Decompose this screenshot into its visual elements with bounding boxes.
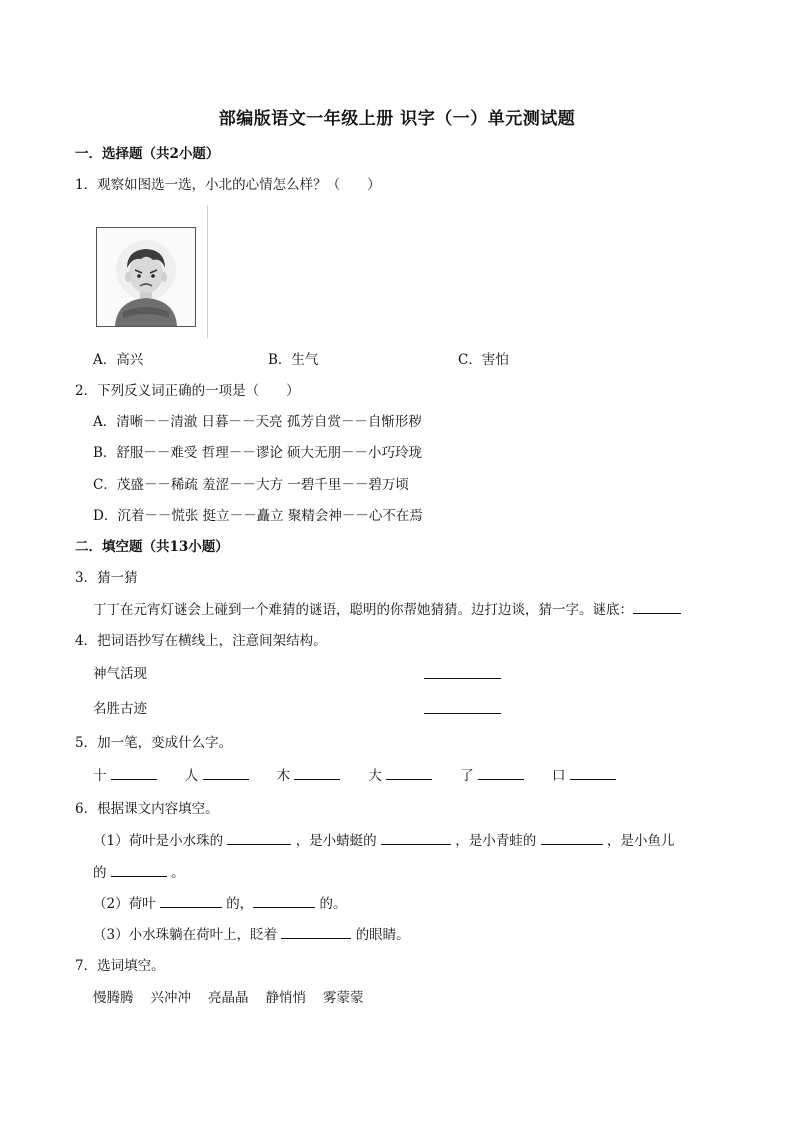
angry-boy-illustration: [96, 227, 196, 327]
question-6-stem: 6．根据课文内容填空。: [75, 801, 219, 817]
question-1-stem: 1．观察如图选一选，小北的心情怎么样？（ ）: [75, 177, 381, 193]
q5-blank[interactable]: [294, 765, 340, 780]
q6-part-2: （2）荷叶 的， 的。: [93, 893, 346, 914]
question-5-stem: 5．加一笔，变成什么字。: [75, 735, 233, 751]
q6-part-3: （3）小水珠躺在荷叶上，眨着 的眼睛。: [93, 924, 410, 945]
q6-blank[interactable]: [281, 924, 351, 939]
question-7-stem: 7．选词填空。: [75, 958, 165, 974]
q4-word-2: 名胜古迹: [93, 701, 147, 717]
q4-word-1: 神气活现: [93, 666, 147, 682]
q6-part-1-line-1: （1）荷叶是小水珠的 ，是小蜻蜓的 ，是小青蛙的 ，是小鱼儿: [93, 830, 674, 851]
q5-blank[interactable]: [203, 765, 249, 780]
question-3-stem: 3．猜一猜: [75, 570, 138, 586]
word-option[interactable]: 雾蒙蒙: [323, 990, 364, 1006]
q5-blank[interactable]: [111, 765, 157, 780]
q2-option-d[interactable]: D．沉着－－慌张 挺立－－矗立 聚精会神－－心不在焉: [93, 508, 423, 524]
option-c[interactable]: C．害怕: [458, 352, 509, 368]
boy-crossed-arms-icon: [97, 228, 195, 326]
section-heading-fill: 二．填空题（共13小题）: [75, 539, 229, 555]
section-heading-choice: 一．选择题（共2小题）: [75, 146, 220, 162]
q5-item: 木: [277, 765, 341, 786]
option-a[interactable]: A．高兴: [93, 352, 144, 368]
question-2-stem: 2．下列反义词正确的一项是（ ）: [75, 383, 300, 399]
q2-option-a[interactable]: A．清晰－－清澈 日暮－－天亮 孤芳自赏－－自惭形秽: [93, 414, 422, 430]
q5-blank[interactable]: [386, 765, 432, 780]
riddle-text: 丁丁在元宵灯谜会上碰到一个难猜的谜语，聪明的你帮她猜猜。边打边谈，猜一字。谜底：: [93, 602, 633, 618]
q6-blank[interactable]: [227, 830, 291, 845]
q5-item: 人: [185, 765, 249, 786]
page-title: 部编版语文一年级上册 识字（一）单元测试题: [218, 109, 576, 129]
q6-blank[interactable]: [381, 830, 451, 845]
q2-option-c[interactable]: C．茂盛－－稀疏 羞涩－－大方 一碧千里－－碧万顷: [93, 477, 409, 493]
question-4-stem: 4．把词语抄写在横线上，注意间架结构。: [75, 633, 327, 649]
question-3-text: [93, 599, 681, 620]
q5-char-row: [93, 765, 616, 786]
word-option[interactable]: 兴冲冲: [150, 990, 191, 1006]
q2-option-b[interactable]: B．舒服－－难受 哲理－－谬论 硕大无朋－－小巧玲珑: [93, 445, 423, 461]
option-b[interactable]: B．生气: [268, 352, 319, 368]
q6-part-1-line-2: 的 。: [93, 862, 185, 883]
word-option[interactable]: 慢腾腾: [93, 990, 134, 1006]
q5-item: 十: [93, 765, 157, 786]
q4-blank-2[interactable]: [424, 699, 501, 720]
q6-blank[interactable]: [541, 830, 603, 845]
q5-blank[interactable]: [570, 765, 616, 780]
q5-item: 了: [460, 765, 524, 786]
word-option[interactable]: 亮晶晶: [208, 990, 249, 1006]
q6-blank[interactable]: [253, 893, 315, 908]
q5-item: 口: [552, 765, 616, 786]
q6-blank[interactable]: [111, 862, 167, 877]
figure-divider: [207, 205, 208, 338]
q5-item: 大: [368, 765, 432, 786]
q4-blank-1[interactable]: [424, 664, 501, 685]
q6-blank[interactable]: [160, 893, 222, 908]
q7-word-bank: [93, 988, 381, 1008]
riddle-answer-blank[interactable]: [633, 599, 681, 614]
question-1-options: [93, 350, 509, 370]
word-option[interactable]: 静悄悄: [265, 990, 306, 1006]
q5-blank[interactable]: [478, 765, 524, 780]
